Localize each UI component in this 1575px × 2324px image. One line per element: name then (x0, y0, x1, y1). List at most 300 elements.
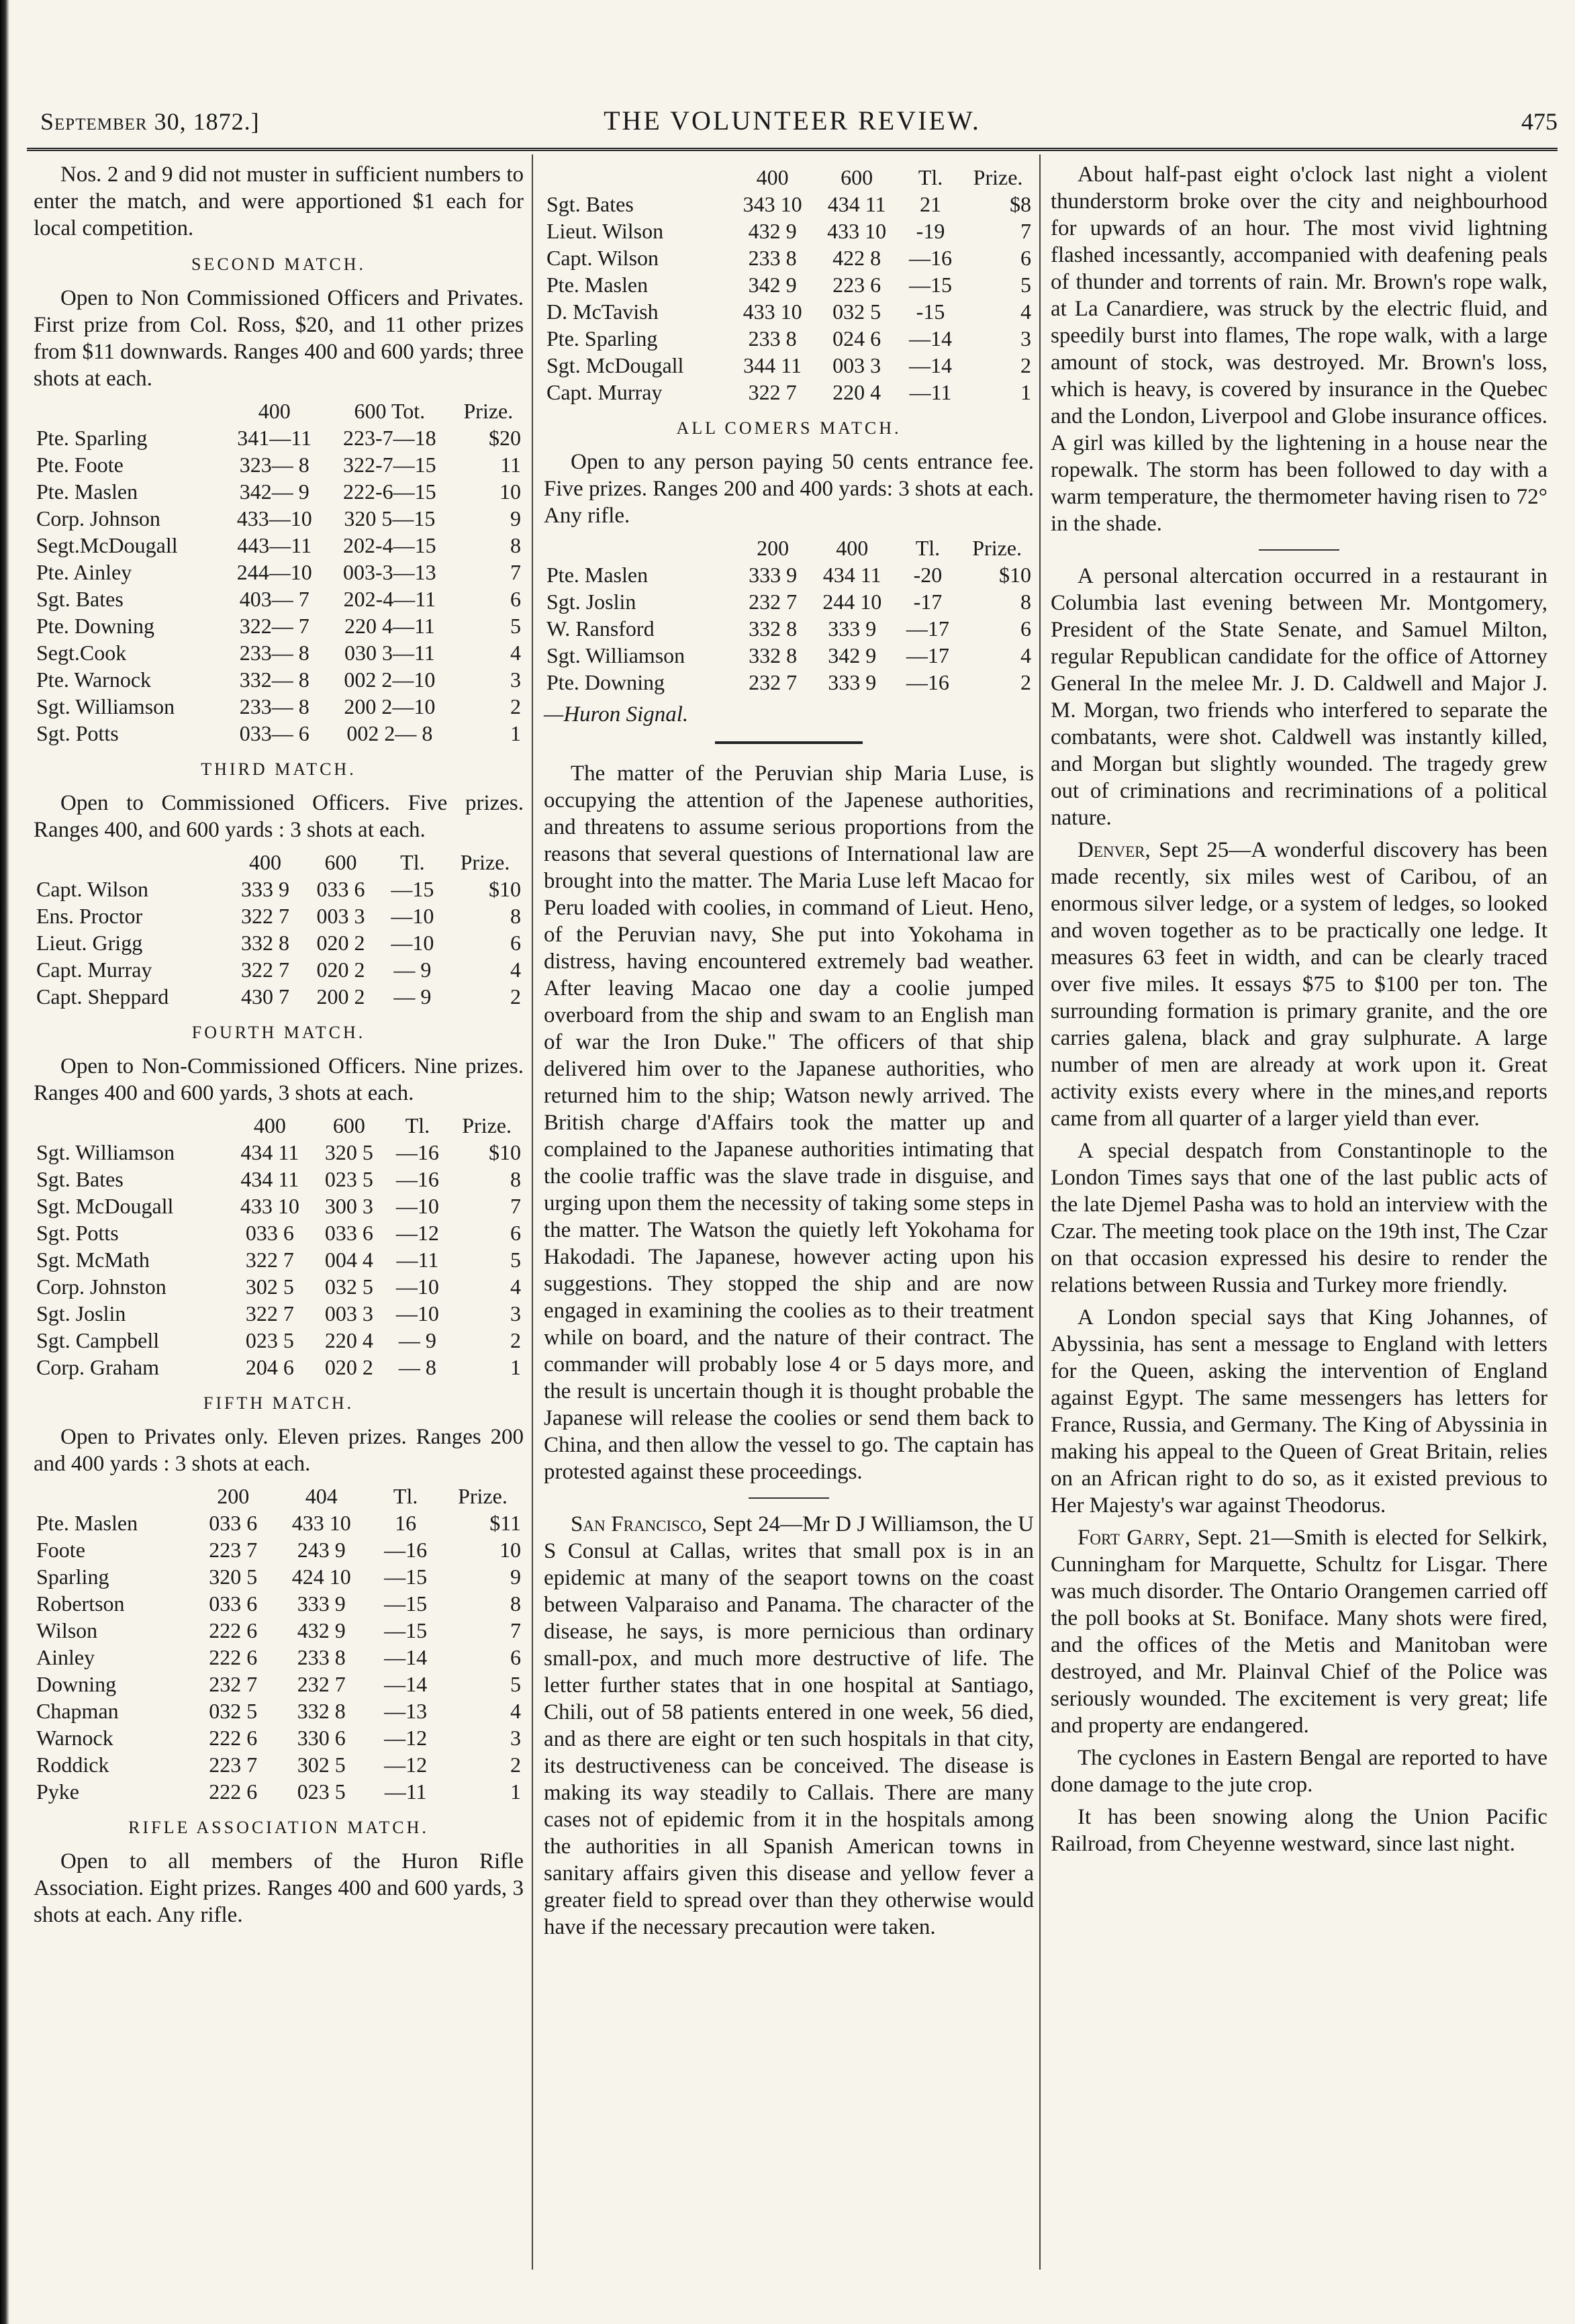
table-row (34, 1193, 524, 1219)
prize-cell: 7 (510, 1194, 521, 1218)
table-row (544, 298, 1034, 325)
score-cell: 202-4—15 (343, 533, 436, 557)
score-table (34, 849, 524, 1010)
prize-cell: $8 (1010, 192, 1031, 216)
table-row (544, 191, 1034, 218)
competitor-name: Corp. Graham (36, 1355, 160, 1379)
column-rule (1039, 154, 1041, 2270)
score-cell: 033 6 (209, 1591, 258, 1616)
competitor-name: Sgt. Williamson (36, 694, 175, 718)
score-cell: 302 5 (245, 1274, 294, 1299)
score-cell: 333 9 (297, 1591, 346, 1616)
score-cell: 032 5 (324, 1274, 373, 1299)
table-row (34, 1778, 524, 1805)
column-header (544, 164, 730, 191)
table-row (34, 1246, 524, 1273)
table-header-row (34, 1483, 524, 1509)
score-cell: 320 5 (324, 1140, 373, 1164)
prize-cell: 4 (510, 641, 521, 665)
competitor-name: W. Ransford (546, 616, 655, 641)
match-description: Open to Commissioned Officers. Five prizes. Ranges 400, and 600 yards : 3 shots at each. (34, 791, 524, 842)
score-cell: 023 5 (245, 1328, 294, 1352)
score-cell: 322 7 (240, 904, 289, 928)
score-cell: —15 (384, 1565, 428, 1589)
score-cell: — 8 (398, 1355, 436, 1379)
score-cell: 434 11 (822, 563, 881, 587)
score-cell: 233 8 (297, 1645, 346, 1669)
score-cell: 333 9 (240, 877, 289, 901)
table-row (544, 218, 1034, 244)
source-signature: —Huron Signal. (544, 702, 689, 727)
prize-cell: 8 (510, 1591, 521, 1616)
score-cell: —15 (391, 877, 434, 901)
score-cell: 302 5 (297, 1753, 346, 1777)
column-header: 200 (217, 1484, 250, 1508)
score-cell: 030 3—11 (344, 641, 435, 665)
column-header: Tl. (393, 1484, 418, 1508)
section-heading: THIRD MATCH. (201, 759, 356, 779)
column-header: Prize. (972, 536, 1022, 560)
competitor-name: Robertson (36, 1591, 125, 1616)
score-table (34, 398, 524, 747)
table-row (544, 615, 1034, 642)
section-heading: SECOND MATCH. (191, 254, 367, 274)
prize-cell: 8 (510, 1167, 521, 1191)
table-header-row (544, 164, 1034, 191)
prize-cell: 10 (499, 479, 521, 504)
prize-cell: 5 (1020, 273, 1031, 297)
table-row (34, 505, 524, 532)
score-cell: 233 8 (748, 246, 797, 270)
article-paragraph: A personal altercation occurred in a restaurant in Columbia last evening between Mr. Montgomery, President of the State Senate, and Samuel Milton, regular Republican candidate for the office of Attorney General In the melee Mr. J. D. Caldwell and Major J. M. Morgan, two friends who interfered to separate the combatants, were shot. Caldwell was instantly killed, and Morgan but slightly wounded. The tragedy grew out of criminations and recriminations of a political nature. (1051, 564, 1547, 830)
section-heading: ALL COMERS MATCH. (676, 418, 902, 438)
competitor-name: Lieut. Wilson (546, 219, 664, 243)
score-cell: 332— 8 (239, 667, 309, 692)
table-row (34, 720, 524, 747)
table-row (34, 612, 524, 639)
score-cell: 433 10 (827, 219, 887, 243)
table-row (34, 586, 524, 612)
column-header: Tl. (405, 1113, 430, 1137)
column-header (34, 1112, 226, 1139)
table-row (34, 1509, 524, 1536)
prize-cell: 8 (510, 904, 521, 928)
score-cell: 232 7 (749, 590, 798, 614)
prize-cell: 5 (510, 1672, 521, 1696)
prize-cell: 11 (500, 453, 521, 477)
prize-cell: 2 (1020, 353, 1031, 377)
table-row (34, 902, 524, 929)
prize-cell: 4 (510, 958, 521, 982)
score-cell: 222 6 (209, 1779, 258, 1804)
column-header: Prize. (458, 1484, 508, 1508)
competitor-name: Ainley (36, 1645, 95, 1669)
competitor-name: Pte. Sparling (36, 426, 148, 450)
table-row (34, 1327, 524, 1354)
score-cell: 232 7 (749, 670, 798, 694)
competitor-name: Sgt. Bates (36, 587, 124, 611)
score-cell: 003-3—13 (343, 560, 436, 584)
column-header: Prize. (460, 850, 510, 874)
article-paragraph (544, 1511, 1034, 1941)
score-cell: 322-7—15 (343, 453, 436, 477)
article-paragraph: A London special says that King Johannes, of Abyssinia, has sent a message to England with letters for the Queen, asking the intervention of England against Egypt. The same messengers has letters for France, Russia, and Germany. The King of Abyssinia in making his appeal to the Queen of Great Britain, relies on an African right to do so, as it existed previous to Her Majesty's war against Theodorus. (1051, 1305, 1547, 1518)
table-row (34, 956, 524, 983)
prize-cell: 4 (1020, 643, 1031, 667)
score-cell: 332 8 (240, 931, 289, 955)
prize-cell: 4 (510, 1274, 521, 1299)
competitor-name: Pte. Ainley (36, 560, 132, 584)
table-row (34, 1724, 524, 1751)
table-row (34, 876, 524, 902)
score-cell: —16 (906, 670, 949, 694)
score-cell: 432 9 (748, 219, 797, 243)
score-table (34, 1483, 524, 1805)
competitor-name: Sgt. McDougall (546, 353, 684, 377)
divider-rule (715, 741, 863, 744)
prize-cell: $11 (489, 1511, 521, 1535)
score-cell: 003 3 (316, 904, 365, 928)
competitor-name: Downing (36, 1672, 117, 1696)
score-cell: 023 5 (297, 1779, 346, 1804)
dateline: Denver, (1078, 838, 1151, 862)
score-cell: 223-7—18 (343, 426, 436, 450)
table-row (34, 1590, 524, 1617)
score-cell: —16 (395, 1140, 439, 1164)
column-header: 400 (836, 536, 869, 560)
article-body: Sept 25—A wonderful discovery has been made recently, six miles west of Caribou, of an enormous silver ledge, or a system of ledges, so looked and woven together as to be practically one ledge. It measures 63 feet in width, and can be clearly traced over five miles. It essays $75 to $100 per ton. The surrounding formation is primary granite, and the ore carries galena, black and gray sulphurate. A large number of men are already at work upon it. Great activity exists every where in the mines,and reports came from all quarter of a larger yield than ever. (1051, 838, 1548, 1131)
prize-cell: 7 (510, 1618, 521, 1642)
section-heading: RIFLE ASSOCIATION MATCH. (128, 1818, 429, 1837)
article-paragraph: The cyclones in Eastern Bengal are reported to have done damage to the jute crop. (1051, 1746, 1547, 1797)
competitor-name: Sgt. Potts (36, 1221, 119, 1245)
prize-cell: 7 (510, 560, 521, 584)
score-cell: -19 (916, 219, 945, 243)
competitor-name: Sgt. McDougall (36, 1194, 174, 1218)
score-cell: 032 5 (832, 299, 881, 324)
prize-cell: 6 (1020, 616, 1031, 641)
score-cell: 344 11 (743, 353, 802, 377)
article-paragraph: It has been snowing along the Union Pacific Railroad, from Cheyenne westward, since last night. (1051, 1805, 1547, 1856)
table-row (34, 1617, 524, 1644)
prize-cell: 3 (1020, 326, 1031, 351)
column-2 (544, 161, 1034, 1946)
column-header: Prize. (973, 165, 1023, 189)
column-header: Tl. (915, 536, 941, 560)
score-cell: 434 11 (827, 192, 886, 216)
score-cell: 434 11 (240, 1167, 299, 1191)
competitor-name: Pte. Maslen (546, 563, 649, 587)
competitor-name: Warnock (36, 1726, 113, 1750)
competitor-name: Pte. Maslen (546, 273, 649, 297)
table-row (34, 983, 524, 1010)
column-header: 404 (305, 1484, 338, 1508)
table-row (34, 1536, 524, 1563)
score-cell: 320 5 (209, 1565, 258, 1589)
score-cell: 024 6 (832, 326, 881, 351)
prize-cell: 5 (510, 1248, 521, 1272)
table-header-row (544, 534, 1034, 561)
page-number: 475 (1521, 108, 1558, 135)
competitor-name: Sgt. Potts (36, 721, 119, 745)
score-cell: 433 10 (291, 1511, 351, 1535)
table-header-row (34, 849, 524, 876)
score-cell: —10 (391, 904, 434, 928)
competitor-name: Segt.Cook (36, 641, 127, 665)
masthead-title: THE VOLUNTEER REVIEW. (604, 105, 981, 136)
table-header-row (34, 1112, 524, 1139)
article-paragraph (1051, 837, 1547, 1132)
issue-date: September 30, 1872.] (40, 108, 260, 135)
column-rule (532, 154, 533, 2270)
table-row (34, 1139, 524, 1166)
score-cell: 322 7 (245, 1248, 294, 1272)
score-cell: 233— 8 (239, 641, 309, 665)
score-cell: 422 8 (832, 246, 881, 270)
competitor-name: Capt. Murray (546, 380, 663, 404)
score-cell: 202-4—11 (343, 587, 436, 611)
column-header (34, 398, 222, 424)
column-header (544, 534, 736, 561)
score-cell: 032 5 (209, 1699, 258, 1723)
competitor-name: Sgt. Williamson (36, 1140, 175, 1164)
section-heading: FOURTH MATCH. (191, 1023, 366, 1042)
score-cell: 342 9 (748, 273, 797, 297)
match-description: Open to Non-Commissioned Officers. Nine prizes. Ranges 400 and 600 yards, 3 shots at each. (34, 1054, 524, 1105)
score-cell: 222 6 (209, 1726, 258, 1750)
prize-cell: $10 (489, 1140, 521, 1164)
column-header: 400 (756, 165, 789, 189)
score-cell: —17 (906, 616, 949, 641)
score-cell: 233 8 (748, 326, 797, 351)
score-cell: —11 (384, 1779, 427, 1804)
prize-cell: $10 (489, 877, 521, 901)
prize-cell: 3 (510, 1301, 521, 1326)
score-cell: —13 (384, 1699, 428, 1723)
score-cell: 332 8 (749, 616, 798, 641)
dateline: San Francisco, (571, 1512, 708, 1536)
score-cell: 342 9 (828, 643, 877, 667)
score-cell: 232 7 (297, 1672, 346, 1696)
score-cell: —16 (384, 1538, 428, 1562)
table-row (34, 1166, 524, 1193)
score-cell: -15 (916, 299, 945, 324)
prize-cell: 8 (510, 533, 521, 557)
score-cell: 341—11 (237, 426, 312, 450)
column-header: Prize. (463, 399, 514, 423)
score-cell: -20 (913, 563, 943, 587)
score-cell: 244—10 (236, 560, 312, 584)
prize-cell: 2 (510, 984, 521, 1009)
competitor-name: Pte. Maslen (36, 479, 138, 504)
score-cell: 222 6 (209, 1645, 258, 1669)
table-row (544, 642, 1034, 669)
page-edge (0, 0, 9, 2324)
score-cell: 200 2 (316, 984, 365, 1009)
score-cell: 004 4 (324, 1248, 373, 1272)
table-row (34, 639, 524, 666)
score-cell: 432 9 (297, 1618, 346, 1642)
table-row (544, 561, 1034, 588)
column-header (34, 849, 228, 876)
table-row (544, 588, 1034, 615)
score-cell: —10 (395, 1194, 439, 1218)
score-cell: 244 10 (822, 590, 882, 614)
score-cell: 220 4 (832, 380, 881, 404)
column-header: 600 (332, 1113, 365, 1137)
score-cell: 322 7 (748, 380, 797, 404)
score-cell: 220 4 (324, 1328, 373, 1352)
competitor-name: Sgt. Joslin (546, 590, 636, 614)
column-header: 400 (253, 1113, 286, 1137)
match-description: Open to all members of the Huron Rifle Association. Eight prizes. Ranges 400 and 600 yards, 3 shots at each. Any rifle. (34, 1849, 524, 1927)
prize-cell: $10 (999, 563, 1031, 587)
column-header: 400 (258, 399, 291, 423)
score-cell: 222-6—15 (343, 479, 436, 504)
score-cell: —11 (909, 380, 952, 404)
score-cell: 033 6 (245, 1221, 294, 1245)
score-cell: 033 6 (209, 1511, 258, 1535)
table-row (544, 271, 1034, 298)
prize-cell: 4 (510, 1699, 521, 1723)
score-cell: 033— 6 (239, 721, 309, 745)
article-paragraph: The matter of the Peruvian ship Maria Luse, is occupying the attention of the Japenese authorities, and threatens to assume serious proportions from the reasons that several questions of International law are brought into the matter. The Maria Luse left Macao for Peru loaded with coolies, in command of Lieut. Heno, of the Peruvian navy, She put into Yokohama in distress, having encountered extremely bad weather. After leaving Macao one day a coolie jumped overboard from the ship and swam to an English man of war the Iron Duke." The officers of that ship delivered him over to the Japanese authorities, who returned him to the ship; Watson newly arrived. The British charge d'Affairs took the matter up and complained to the Japanese authorities intimating that the coolie traffic was the slave trade in disguise, and urging upon them the necessity of taking some steps in the matter. The Watson the quietly left Yokohama for Hakodadi. The Japanese, however acting upon his suggestions. They stopped the ship and are now engaged in examining the coolies as to their treatment while on board, and the nature of their contract. The commander will probably lose 4 or 5 days more, and the result is uncertain though it is thought probable the Japanese will release the coolies or send them back to China, and then allow the vessel to go. The captain has protested against these proceedings. (544, 761, 1034, 1484)
prize-cell: 5 (510, 614, 521, 638)
table-row (34, 1671, 524, 1698)
score-cell: 433 10 (743, 299, 802, 324)
score-cell: 223 6 (832, 273, 881, 297)
score-cell: 220 4—11 (344, 614, 435, 638)
table-row (34, 666, 524, 693)
score-cell: 424 10 (291, 1565, 351, 1589)
article-body: Sept 24—Mr D J Williamson, the U S Consul at Callas, writes that small pox is in an epidemic at many of the seaport towns on the coast between Valparaiso and Panama. The character of the disease, he says, is more pernicious than ordinary small-pox, and much more destructive of life. The letter further states that in one hospital at Santiago, Chili, out of 58 patients entered in one week, 56 died, and as there are eight or ten such hospitals in that city, its destructiveness can be conceived. The disease is making its way steadily to Callais. There are many cases not of epidemic from it in the hospitals among the authorities in all Spanish American towns in sanitary affairs given this disease and yellow fever a greater field to spread over than they otherwise would have if the necessary precaution were taken. (544, 1512, 1034, 1939)
column-header: Tl. (918, 165, 943, 189)
column-header (34, 1483, 193, 1509)
score-cell: —16 (908, 246, 952, 270)
competitor-name: Corp. Johnson (36, 506, 160, 530)
score-cell: 200 2—10 (344, 694, 436, 718)
table-row (34, 1219, 524, 1246)
competitor-name: Pte. Foote (36, 453, 124, 477)
competitor-name: Pte. Downing (546, 670, 665, 694)
score-cell: 020 2 (316, 958, 365, 982)
score-cell: 003 3 (324, 1301, 373, 1326)
score-cell: 002 2—10 (344, 667, 436, 692)
table-row (34, 693, 524, 720)
table-row (34, 559, 524, 586)
score-cell: 233— 8 (239, 694, 309, 718)
section-heading: FIFTH MATCH. (203, 1393, 354, 1413)
score-cell: 300 3 (324, 1194, 373, 1218)
score-cell: 223 7 (209, 1753, 258, 1777)
score-cell: 333 9 (828, 670, 877, 694)
competitor-name: Pte. Sparling (546, 326, 658, 351)
score-cell: —15 (384, 1591, 428, 1616)
score-cell: 322 7 (240, 958, 289, 982)
prize-cell: 1 (510, 1355, 521, 1379)
score-cell: 342— 9 (239, 479, 309, 504)
score-cell: —10 (391, 931, 434, 955)
score-cell: — 9 (398, 1328, 436, 1352)
column-header: 400 (248, 850, 281, 874)
score-cell: 204 6 (245, 1355, 294, 1379)
article-paragraph: A special despatch from Constantinople to the London Times says that one of the last public acts of the late Djemel Pasha was to hold an interview with the Czar. The meeting took place on the 19th inst, The Czar on that occasion expressed his desire to render the relations between Russia and Turkey more friendly. (1051, 1139, 1547, 1297)
prize-cell: $20 (489, 426, 521, 450)
column-header: 600 (841, 165, 873, 189)
column-header: 600 (324, 850, 357, 874)
competitor-name: Sgt. Bates (546, 192, 634, 216)
competitor-name: Segt.McDougall (36, 533, 178, 557)
score-cell: —14 (384, 1672, 428, 1696)
competitor-name: Pyke (36, 1779, 79, 1804)
score-cell: 433—10 (236, 506, 312, 530)
table-row (34, 1751, 524, 1778)
prize-cell: 6 (510, 587, 521, 611)
competitor-name: Sgt. Campbell (36, 1328, 160, 1352)
competitor-name: Sgt. Williamson (546, 643, 685, 667)
table-header-row (34, 398, 524, 424)
score-cell: 16 (395, 1511, 417, 1535)
column-header: Tl. (400, 850, 425, 874)
score-table (544, 164, 1034, 406)
competitor-name: Capt. Wilson (36, 877, 149, 901)
score-cell: 332 8 (297, 1699, 346, 1723)
score-table (544, 534, 1034, 696)
table-row (34, 1273, 524, 1300)
competitor-name: Chapman (36, 1699, 119, 1723)
score-cell: 403— 7 (239, 587, 309, 611)
prize-cell: 7 (1020, 219, 1031, 243)
score-cell: —14 (384, 1645, 428, 1669)
score-cell: —14 (908, 326, 952, 351)
score-cell: 033 6 (316, 877, 365, 901)
score-cell: 332 8 (749, 643, 798, 667)
table-row (34, 1644, 524, 1671)
column-header: Prize. (462, 1113, 512, 1137)
prize-cell: 2 (510, 694, 521, 718)
prize-cell: 2 (510, 1328, 521, 1352)
article-body: Sept. 21—Smith is elected for Selkirk, Cunningham for Marquette, Schultz for Lisgar. There was much disorder. The Ontario Orangemen carried off the poll books at St. Boniface. Many shots were fired, and the offices of the Metis and Manitoban were destroyed, and Mr. Plainval Chief of the Police was seriously wounded. The excitement is very great; life and property are endangered. (1051, 1526, 1547, 1738)
score-cell: — 9 (393, 984, 432, 1009)
score-cell: 002 2— 8 (346, 721, 433, 745)
prize-cell: 3 (510, 1726, 521, 1750)
column-3 (1051, 161, 1547, 1863)
competitor-name: Sgt. Joslin (36, 1301, 126, 1326)
score-cell: 430 7 (240, 984, 289, 1009)
score-cell: 232 7 (209, 1672, 258, 1696)
table-row (34, 1354, 524, 1381)
newspaper-page (27, 101, 1558, 1939)
score-cell: —15 (908, 273, 952, 297)
prize-cell: 1 (510, 721, 521, 745)
article-paragraph: Nos. 2 and 9 did not muster in sufficient numbers to enter the match, and were apportioned $1 each for local competition. (34, 162, 524, 240)
competitor-name: Capt. Wilson (546, 246, 659, 270)
prize-cell: 8 (1020, 590, 1031, 614)
competitor-name: Sparling (36, 1565, 109, 1589)
divider-rule (1259, 549, 1339, 551)
score-cell: 033 6 (324, 1221, 373, 1245)
score-cell: 222 6 (209, 1618, 258, 1642)
table-row (544, 379, 1034, 406)
score-cell: 333 9 (828, 616, 877, 641)
score-cell: 330 6 (297, 1726, 346, 1750)
prize-cell: 6 (510, 1221, 521, 1245)
score-cell: 443—11 (237, 533, 312, 557)
match-description: Open to any person paying 50 cents entrance fee. Five prizes. Ranges 200 and 400 yards: 3 shots at each. Any rifle. (544, 450, 1034, 528)
table-row (34, 929, 524, 956)
score-cell: 322 7 (245, 1301, 294, 1326)
score-cell: —12 (395, 1221, 439, 1245)
